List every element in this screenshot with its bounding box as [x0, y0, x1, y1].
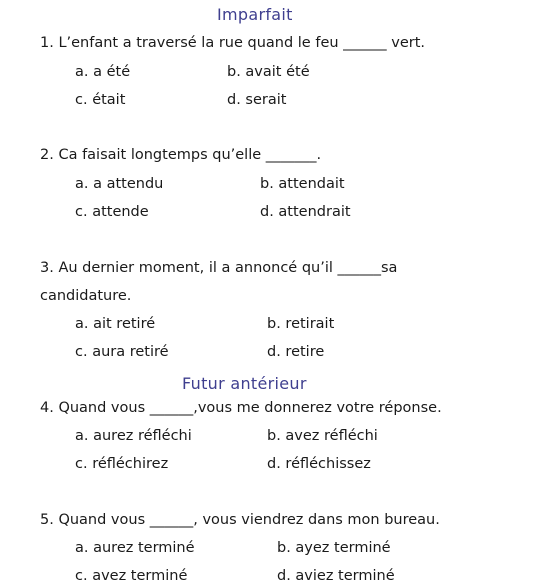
question-1-option-d: d. serait: [227, 92, 287, 108]
question-4-text: 4. Quand vous ______,vous me donnerez votre réponse.: [40, 400, 442, 416]
section-title-imparfait: Imparfait: [217, 5, 293, 24]
question-5-option-d: d. aviez terminé: [277, 568, 395, 584]
question-2-option-d: d. attendrait: [260, 204, 351, 220]
section-title-futur-anterieur: Futur antérieur: [182, 374, 307, 393]
question-3-option-d: d. retire: [267, 344, 325, 360]
question-1-option-c: c. était: [75, 92, 126, 108]
question-1-option-a: a. a été: [75, 64, 131, 80]
question-2-option-b: b. attendait: [260, 176, 345, 192]
question-2-option-c: c. attende: [75, 204, 149, 220]
question-1-text: 1. L’enfant a traversé la rue quand le feu ______ vert.: [40, 35, 426, 51]
question-5-text: 5. Quand vous ______, vous viendrez dans mon bureau.: [40, 512, 440, 528]
question-4-option-d: d. réfléchissez: [267, 456, 371, 472]
question-1-option-b: b. avait été: [227, 64, 310, 80]
question-4-option-c: c. réfléchirez: [75, 456, 169, 472]
question-5-option-c: c. avez terminé: [75, 568, 188, 584]
question-3-option-b: b. retirait: [267, 316, 335, 332]
question-4-option-b: b. avez réfléchi: [267, 428, 378, 444]
question-5-option-a: a. aurez terminé: [75, 540, 195, 556]
question-2-text: 2. Ca faisait longtemps qu’elle _______.: [40, 147, 322, 163]
question-3-option-c: c. aura retiré: [75, 344, 169, 360]
question-4-option-a: a. aurez réfléchi: [75, 428, 192, 444]
question-5-option-b: b. ayez terminé: [277, 540, 391, 556]
question-2-option-a: a. a attendu: [75, 176, 164, 192]
question-3-option-a: a. ait retiré: [75, 316, 156, 332]
question-3-text: 3. Au dernier moment, il a annoncé qu’il ______sa: [40, 260, 398, 276]
question-3-text-continued: candidature.: [40, 288, 132, 304]
